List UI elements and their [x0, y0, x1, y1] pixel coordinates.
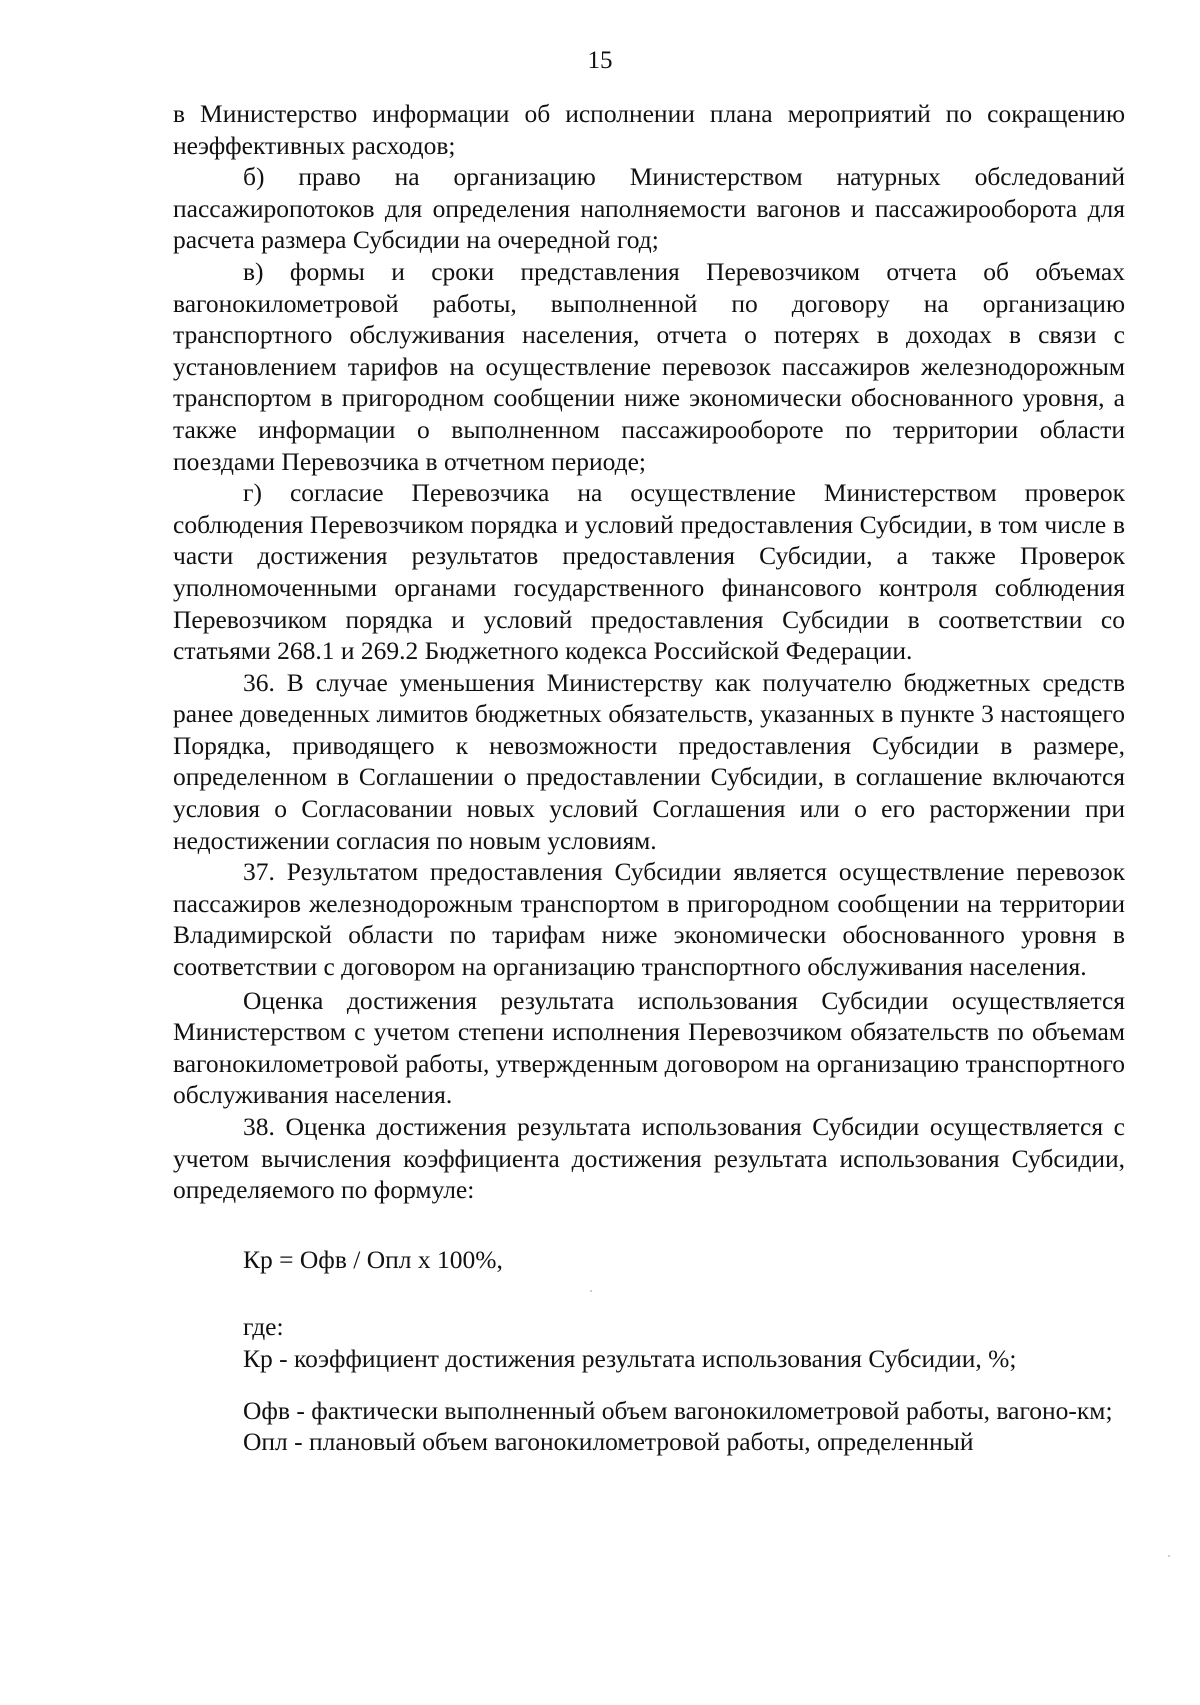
definition-kr: Кр - коэффициент достижения результата использования Субсидии, %;: [243, 1343, 1017, 1373]
paragraph-continuation: в Министерство информации об исполнении плана мероприятий по сокращению неэффективных расходов;: [173, 99, 1125, 160]
paragraph-clause-36: 36. В случае уменьшения Министерству как получателю бюджетных средств ранее доведенных лимитов бюджетных обязательств, указанных в пункте 3 настоящего Порядка, приводящего к невозможности предоставления Субсидии в размере, определенном в Соглашении о предоставлении Субсидии, в соглашение включаются условия о Согласовании новых условий Соглашения или о его расторжении при недостижении согласия по новым условиям.: [173, 667, 1125, 855]
document-body: [173, 98, 1125, 1458]
where-label: где:: [243, 1312, 284, 1342]
paragraph-item-b: б) право на организацию Министерством натурных обследований пассажиропотоков для определения наполняемости вагонов и пассажирооборота для расчета размера Субсидии на очередной год;: [173, 162, 1125, 255]
formula: Кр = Офв / Опл х 100%,: [243, 1244, 503, 1274]
definition-opl: Опл - плановый объем вагонокилометровой работы, определенный: [243, 1427, 974, 1457]
definition-ofv: Офв - фактически выполненный объем вагонокилометровой работы, вагоно-км;: [243, 1395, 1113, 1425]
paragraph-clause-38: 38. Оценка достижения результата использования Субсидии осуществляется с учетом вычисления коэффициента достижения результата использования Субсидии, определяемого по формуле:: [173, 1112, 1125, 1205]
scan-speck: [1168, 1555, 1170, 1557]
paragraph-item-g: г) согласие Перевозчика на осуществление Министерством проверок соблюдения Перевозчиком порядка и условий предоставления Субсидии, в том числе в части достижения результатов предоставления Субсидии, а также Проверок уполномоченными органами государственного финансового контроля соблюдения Перевозчиком порядка и условий предоставления Субсидии в соответствии со статьями 268.1 и 269.2 Бюджетного кодекса Российской Федерации.: [173, 478, 1125, 666]
page-number: 15: [587, 47, 613, 74]
paragraph-item-v: в) формы и сроки представления Перевозчиком отчета об объемах вагонокилометровой работы, выполненной по договору на организацию транспортного обслуживания населения, отчета о потерях в доходах в связи с установлением тарифов на осуществление перевозок пассажиров железнодорожным транспортом в пригородном сообщении ниже экономически обоснованного уровня, а также информации о выполненном пассажирообороте по территории области поездами Перевозчика в отчетном периоде;: [173, 256, 1125, 476]
paragraph-assessment: Оценка достижения результата использования Субсидии осуществляется Министерством с учетом степени исполнения Перевозчиком обязательств по объемам вагонокилометровой работы, утвержденным договором на организацию транспортного обслуживания населения.: [173, 985, 1125, 1110]
paragraph-clause-37: 37. Результатом предоставления Субсидии является осуществление перевозок пассажиров железнодорожным транспортом в пригородном сообщении на территории Владимирской области по тарифам ниже экономически обоснованного уровня в соответствии с договором на организацию транспортного обслуживания населения.: [173, 857, 1125, 982]
scan-speck: [590, 1290, 592, 1292]
